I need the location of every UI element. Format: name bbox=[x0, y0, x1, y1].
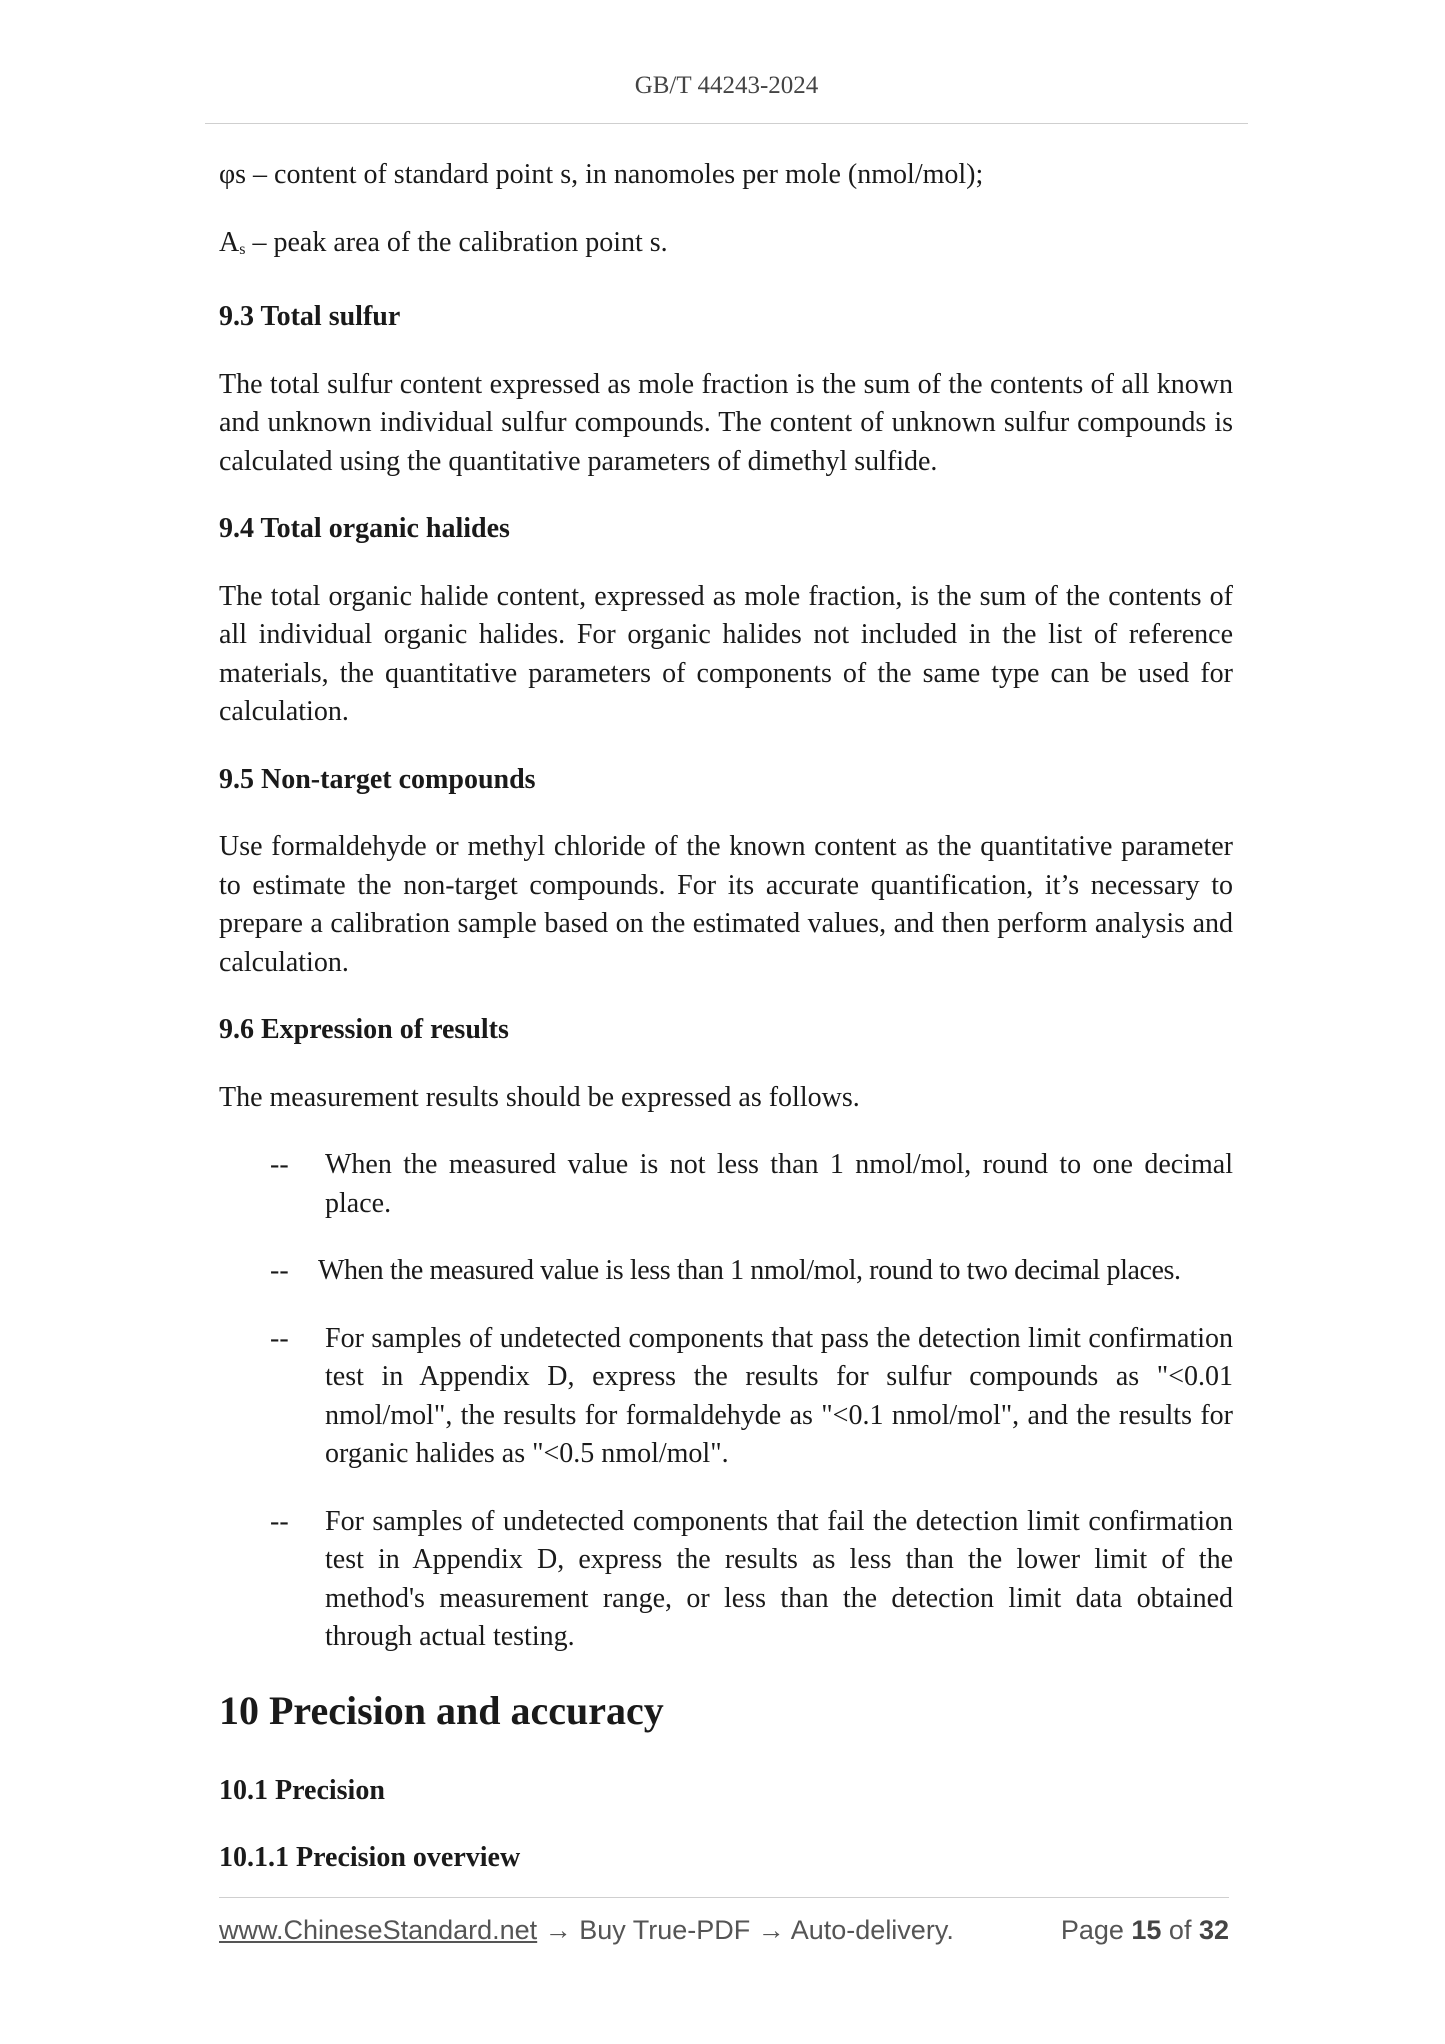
page-total: 32 bbox=[1198, 1915, 1229, 1945]
section-9-3-title: 9.3 Total sulfur bbox=[219, 301, 401, 332]
page-indicator bbox=[1061, 1915, 1229, 1946]
section-9-4-text: The total organic halide content, expressed as mole fraction, is the sum of the contents of all individual organic halides. For organic halides not included in the list of reference materials, the quantitative parameters of components of the same type can be used for calculation. bbox=[219, 580, 1233, 727]
list-dash: -- bbox=[270, 1322, 289, 1354]
list-item bbox=[219, 1252, 1233, 1291]
list-dash: -- bbox=[270, 1149, 289, 1180]
list-item bbox=[219, 1503, 1233, 1657]
section-9-3-text: The total sulfur content expressed as mole fraction is the sum of the contents of all known and unknown individual sulfur compounds. The content of unknown sulfur compounds is calculated using the quantitative parameters of dimethyl sulfide. bbox=[219, 368, 1233, 477]
as-symbol: A bbox=[219, 226, 240, 258]
header-divider bbox=[205, 123, 1248, 124]
section-9-4-title: 9.4 Total organic halides bbox=[219, 513, 510, 544]
section-10-1-1-title: 10.1.1 Precision overview bbox=[219, 1842, 521, 1873]
list-item bbox=[219, 1320, 1233, 1474]
page-content bbox=[219, 156, 1233, 1907]
footer-promo bbox=[219, 1915, 954, 1946]
list-item-text: When the measured value is not less than 1 nmol/mol, round to one decimal place. bbox=[325, 1149, 1233, 1219]
page-footer bbox=[219, 1915, 1229, 1946]
page-number: 15 bbox=[1131, 1915, 1162, 1945]
phi-definition: φs – content of standard point s, in nanomoles per mole (nmol/mol); bbox=[219, 159, 984, 190]
page-word: Page bbox=[1060, 1915, 1132, 1945]
list-dash: -- bbox=[270, 1505, 289, 1537]
website-link[interactable]: www.ChineseStandard.net bbox=[219, 1915, 538, 1945]
footer-tagline: → Buy True-PDF → Auto-delivery. bbox=[537, 1915, 954, 1945]
as-definition bbox=[219, 224, 1233, 270]
list-item-text: When the measured value is less than 1 nmol/mol, round to two decimal places. bbox=[318, 1255, 1181, 1286]
as-subscript: s bbox=[239, 240, 246, 258]
section-9-5-text: Use formaldehyde or methyl chloride of the known content as the quantitative parameter to estimate the non-target compounds. For its accurate quantification, it’s necessary to prepare a calibration sample based on the estimated values, and then perform analysis and calculation. bbox=[219, 831, 1233, 978]
of-word: of bbox=[1161, 1915, 1199, 1945]
list-item-text: For samples of undetected components that fail the detection limit confirmation test in Appendix D, express the results as less than the lower limit of the method's measurement range, or less than the detection limit data obtained through actual testing. bbox=[325, 1505, 1233, 1652]
list-item bbox=[219, 1146, 1233, 1223]
section-9-6-text: The measurement results should be expressed as follows. bbox=[219, 1081, 860, 1113]
section-10-1-title: 10.1 Precision bbox=[219, 1774, 385, 1806]
list-dash: -- bbox=[270, 1255, 289, 1286]
section-9-6-title: 9.6 Expression of results bbox=[219, 1014, 509, 1045]
section-10-title: 10 Precision and accuracy bbox=[219, 1687, 664, 1733]
as-definition-text: – peak area of the calibration point s. bbox=[245, 226, 668, 258]
section-9-5-title: 9.5 Non-target compounds bbox=[219, 763, 536, 795]
list-item-text: For samples of undetected components that pass the detection limit confirmation test in Appendix D, express the results for sulfur compounds as "<0.01 nmol/mol", the results for formaldehyde as "<0.1 nmol/mol", and the results for organic halides as "<0.5 nmol/mol". bbox=[325, 1322, 1233, 1469]
footer-divider bbox=[219, 1897, 1229, 1898]
document-code-header: GB/T 44243-2024 bbox=[634, 72, 819, 99]
